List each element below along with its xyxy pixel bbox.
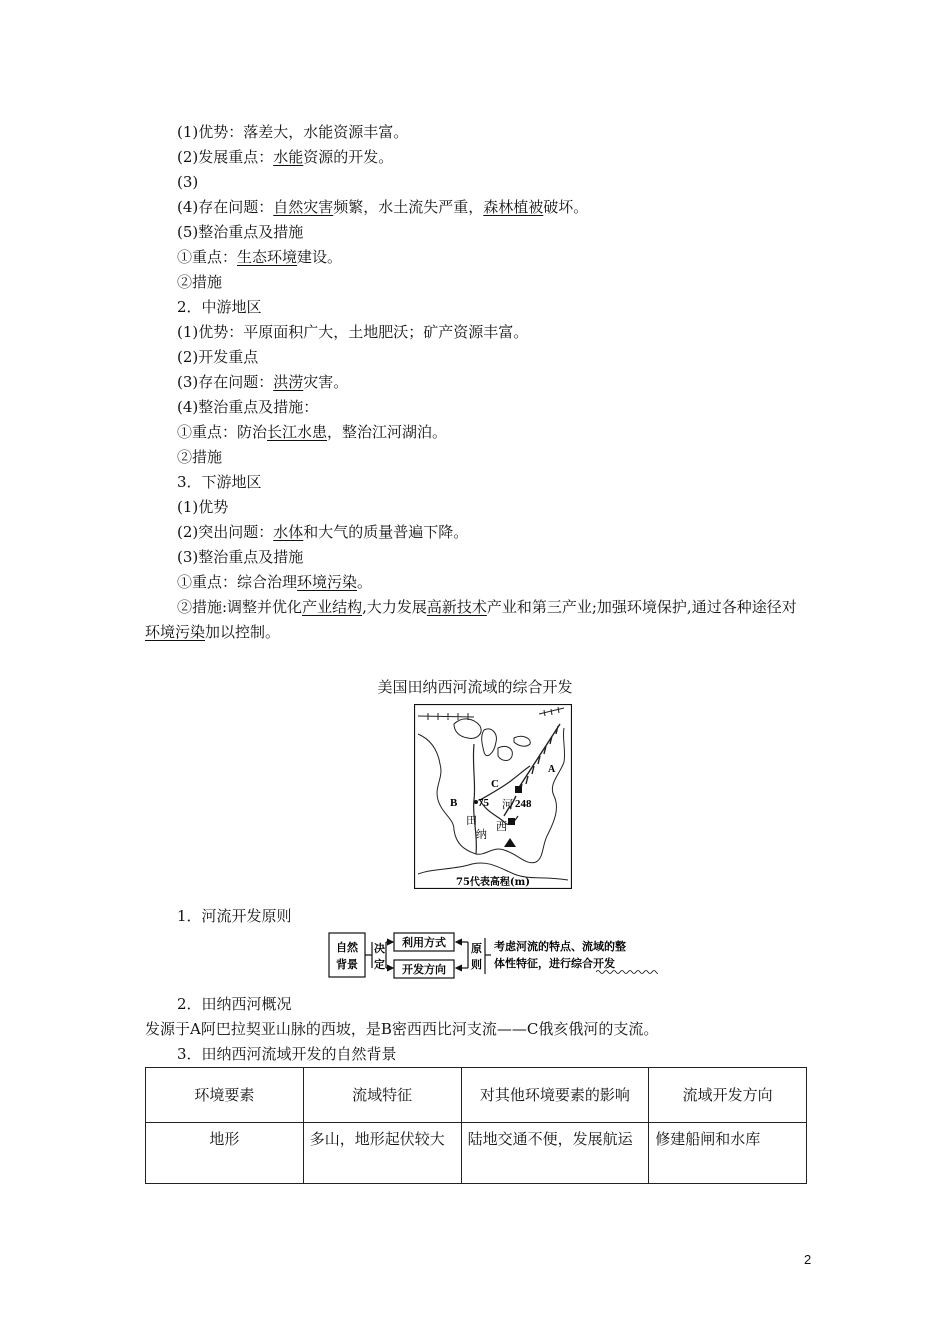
dev-dir-text: 开发方向 [402,963,446,976]
section-3-heading: 3．田纳西河流域开发的自然背景 [177,1045,397,1063]
river-label-na: 纳 [476,828,487,841]
natural-text-1: 自然 [336,941,358,954]
environment-table [145,1067,807,1184]
middle-line-6: ②措施 [177,448,223,466]
decide-text-2: 定 [374,958,385,971]
lower-line-5: ②措施:调整并优化产业结构,大力发展高新技术产业和第三产业;加强环境保护,通过各种途径对环境污染加以控制。 [145,598,797,641]
middle-line-1: (1)优势：平原面积广大，土地肥沃；矿产资源丰富。 [177,323,529,341]
main-text [145,120,810,645]
upper-line-6: ①重点：生态环境建设。 [177,248,343,266]
lower-line-4: ①重点：综合治理环境污染。 [177,573,373,591]
bracket-left [365,942,372,968]
middle-line-5: ①重点：防治长江水患，整治江河湖泊。 [177,423,448,441]
label-a: A [548,764,556,775]
note-text-1: 考虑河流的特点、流域的整 [494,940,626,953]
middle-line-4: (4)整治重点及措施： [177,398,319,416]
lower-heading: 3．下游地区 [177,473,262,491]
table-cell: 多山，地形起伏较大 [303,1123,461,1184]
table-cell: 修建船闸和水库 [649,1123,807,1184]
lower-line-3: (3)整治重点及措施 [177,548,304,566]
middle-heading: 2．中游地区 [177,298,262,316]
overview-text [145,992,810,1067]
lower-line-1: (1)优势 [177,498,229,516]
city-marker-1 [515,786,522,793]
label-b: B [450,797,458,809]
tennessee-basin-map [414,704,572,889]
table-header-row [146,1068,807,1123]
river-label-he: 河 [502,798,513,811]
header-cell: 流域特征 [303,1068,461,1123]
header-cell: 环境要素 [146,1068,304,1123]
upper-line-7: ②措施 [177,273,223,291]
section-2-text: 发源于A阿巴拉契亚山脉的西坡，是B密西西比河支流——C俄亥俄河的支流。 [145,1020,659,1038]
bracket-principle [485,938,491,974]
section-1-heading: 1．河流开发原则 [177,907,292,925]
page-number: 2 [804,1252,812,1267]
header-cell: 流域开发方向 [649,1068,807,1123]
principle-text-2: 则 [471,958,482,971]
principle-diagram [328,930,658,982]
header-cell: 对其他环境要素的影响 [461,1068,649,1123]
upper-line-3: (3) [177,173,199,191]
elevation-248: 248 [515,798,532,810]
table-row [146,1123,807,1184]
lower-line-2: (2)突出问题：水体和大气的质量普遍下降。 [177,523,469,541]
use-mode-text: 利用方式 [402,936,446,949]
principle-text-1: 原 [471,942,482,955]
map-frame [415,705,572,889]
elevation-75: 75 [478,797,489,809]
table-cell: 地形 [146,1123,304,1184]
map-legend: 75代表高程(m) [456,877,530,888]
label-c: C [491,778,499,790]
upper-line-1: (1)优势：落差大，水能资源丰富。 [177,123,409,141]
wavy-underline [596,971,658,974]
upper-line-2: (2)发展重点：水能资源的开发。 [177,148,394,166]
decide-text-1: 决 [374,942,385,955]
note-text-2: 体性特征，进行综合开发 [494,957,615,970]
river-label-xi: 西 [496,820,507,833]
middle-line-2: (2)开发重点 [177,348,259,366]
city-marker-2 [508,818,515,825]
table-cell: 陆地交通不便，发展航运 [461,1123,649,1184]
map-title: 美国田纳西河流域的综合开发 [377,678,573,696]
section-1 [145,904,810,929]
upper-line-5: (5)整治重点及措施 [177,223,304,241]
natural-text-2: 背景 [336,958,358,971]
middle-line-3: (3)存在问题：洪涝灾害。 [177,373,349,391]
upper-line-4: (4)存在问题：自然灾害频繁，水土流失严重，森林植被破坏。 [177,198,589,216]
section-2-heading: 2．田纳西河概况 [177,995,292,1013]
river-label-tian: 田 [466,814,477,827]
